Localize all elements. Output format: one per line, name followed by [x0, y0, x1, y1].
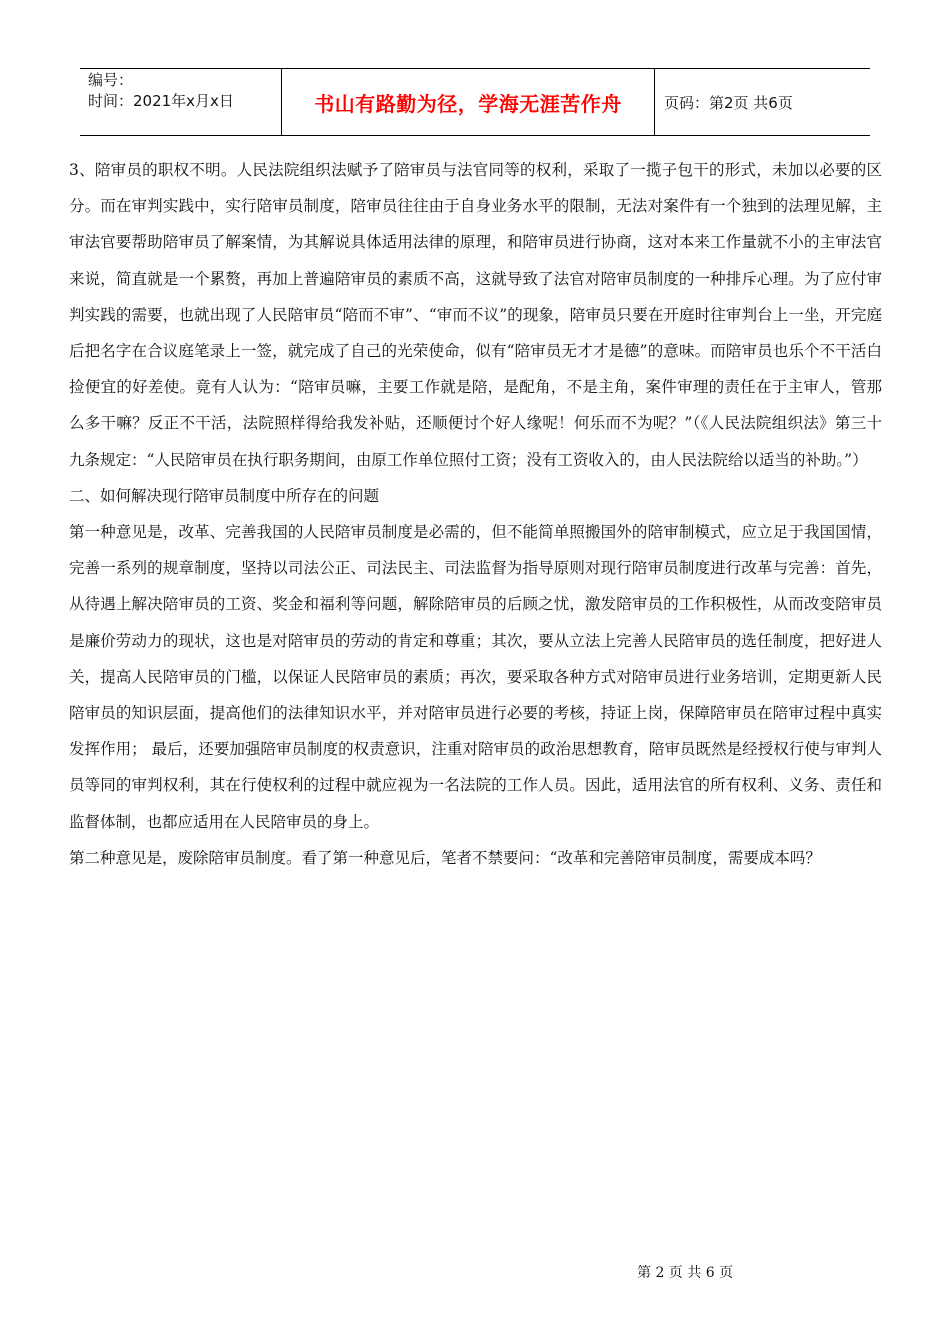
motto-text: 书山有路勤为径，学海无涯苦作舟 [314, 91, 622, 116]
header-meta [88, 70, 278, 112]
paragraph-second-opinion: 第二种意见是，废除陪审员制度。看了第一种意见后，笔者不禁要问：“改革和完善陪审员制度，需要成本吗？ [69, 848, 821, 867]
paragraph-duties-unclear: 3、陪审员的职权不明。人民法院组织法赋予了陪审员与法官同等的权利，采取了一揽子包干的形式，未加以必要的区分。而在审判实践中，实行陪审员制度，陪审员往往由于自身业务水平的限制，无法对案件有一个独到的法理见解，主审法官要帮助陪审员了解案情，为其解说具体适用法律的原理，和陪审员进行协商，这对本来工作量就不小的主审法官来说，简直就是一个累赘，再加上普遍陪审员的素质不高，这就导致了法官对陪审员制度的一种排斥心理。为了应付审判实践的需要，也就出现了人民陪审员“陪而不审”、“审而不议”的现象，陪审员只要在开庭时往审判台上一坐，开完庭后把名字在合议庭笔录上一签，就完成了自己的光荣使命，似有“陪审员无才才是德”的意味。而陪审员也乐个不干活白捡便宜的好差使。竟有人认为：“陪审员嘛，主要工作就是陪，是配角，不是主角，案件审理的责任在于主审人，管那么多干嘛？反正不干活，法院照样得给我发补贴，还顺便讨个好人缘呢！何乐而不为呢？”（《人民法院组织法》第三十九条规定：“人民陪审员在执行职务期间，由原工作单位照付工资；没有工资收入的，由人民法院给以适当的补助。”） [69, 161, 882, 469]
document-body [69, 152, 882, 876]
document-header [80, 68, 870, 136]
footer-page-number: 第 2 页 共 6 页 [637, 1265, 734, 1281]
header-page-cell [664, 68, 793, 136]
paragraph-first-opinion: 第一种意见是，改革、完善我国的人民陪审员制度是必需的，但不能简单照搬国外的陪审制模式，应立足于我国国情，完善一系列的规章制度，坚持以司法公正、司法民主、司法监督为指导原则对现行陪审员制度进行改革与完善：首先，从待遇上解决陪审员的工资、奖金和福利等问题，解除陪审员的后顾之忧，激发陪审员的工作积极性，从而改变陪审员是廉价劳动力的现状，这也是对陪审员的劳动的肯定和尊重；其次，要从立法上完善人民陪审员的选任制度，把好进人关，提高人民陪审员的门槛，以保证人民陪审员的素质；再次，要采取各种方式对陪审员进行业务培训，定期更新人民陪审员的知识层面，提高他们的法律知识水平，并对陪审员进行必要的考核，持证上岗，保障陪审员在陪审过程中真实发挥作用； 最后，还要加强陪审员制度的权责意识，注重对陪审员的政治思想教育，陪审员既然是经授权行使与审判人员等同的审判权利，其在行使权利的过程中就应视为一名法院的工作人员。因此，适用法官的所有权利、义务、责任和监督体制，也都应适用在人民陪审员的身上。 [69, 523, 882, 831]
page-info: 页码：第2页 共6页 [664, 93, 793, 112]
serial-label: 编号： [88, 71, 134, 89]
header-motto-cell [282, 68, 654, 136]
section-heading-solutions: 二、如何解决现行陪审员制度中所存在的问题 [69, 486, 380, 505]
page-footer [637, 1262, 733, 1282]
date-label: 时间：2021年x月x日 [88, 92, 234, 110]
header-divider-right [654, 68, 655, 136]
